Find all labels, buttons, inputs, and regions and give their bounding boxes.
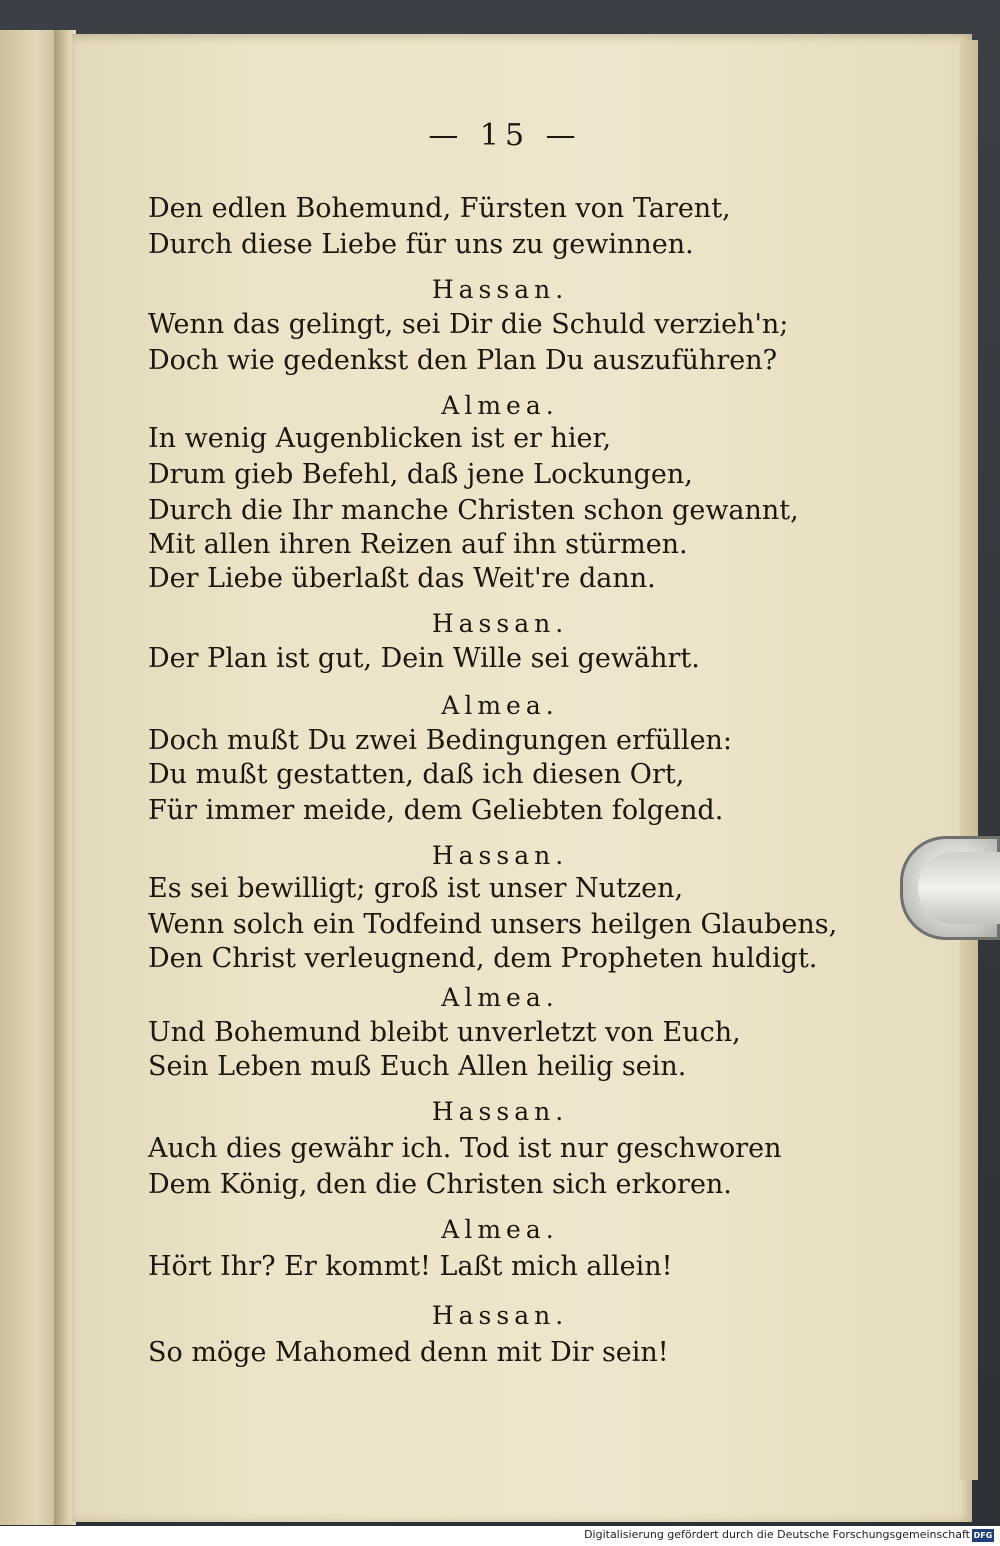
verse-line: Drum gieb Befehl, daß jene Lockungen,	[148, 459, 693, 490]
speaker-name: Almea.	[441, 391, 559, 420]
verse-line: Für immer meide, dem Geliebten folgend.	[148, 795, 724, 826]
verse-line: Den Christ verleugnend, dem Propheten huldigt.	[148, 943, 818, 974]
speaker-name: Almea.	[441, 1215, 559, 1244]
speaker-name: Almea.	[441, 983, 559, 1012]
footer-credit: Digitalisierung gefördert durch die Deutsche Forschungsgemeinschaft	[584, 1528, 970, 1541]
verse-line: Auch dies gewähr ich. Tod ist nur geschworen	[148, 1133, 782, 1164]
verse-line: Der Plan ist gut, Dein Wille sei gewährt.	[148, 643, 700, 674]
verse-line: Doch mußt Du zwei Bedingungen erfüllen:	[148, 725, 733, 756]
speaker-name: Hassan.	[431, 1097, 569, 1126]
verse-line: Hört Ihr? Er kommt! Laßt mich allein!	[148, 1251, 673, 1282]
verse-line: In wenig Augenblicken ist er hier,	[148, 423, 612, 454]
page-number: — 15 —	[428, 118, 582, 153]
verse-line: Und Bohemund bleibt unverletzt von Euch,	[148, 1017, 741, 1048]
verse-line: Wenn das gelingt, sei Dir die Schuld verzieh'n;	[148, 309, 789, 340]
verse-line: Sein Leben muß Euch Allen heilig sein.	[148, 1051, 687, 1082]
verse-line: Doch wie gedenkst den Plan Du auszuführen?	[148, 345, 778, 376]
speaker-name: Hassan.	[431, 609, 569, 638]
speaker-name: Almea.	[441, 691, 559, 720]
verse-line: Der Liebe überlaßt das Weit're dann.	[148, 563, 656, 594]
speaker-name: Hassan.	[431, 841, 569, 870]
dfg-logo: DFG	[973, 1531, 993, 1540]
verse-line: Wenn solch ein Todfeind unsers heilgen Glaubens,	[148, 909, 838, 940]
verse-line: So möge Mahomed denn mit Dir sein!	[148, 1337, 669, 1368]
verse-line: Mit allen ihren Reizen auf ihn stürmen.	[148, 529, 688, 560]
verse-line: Es sei bewilligt; groß ist unser Nutzen,	[148, 873, 684, 904]
verse-line: Durch die Ihr manche Christen schon gewannt,	[148, 495, 799, 526]
verse-line: Du mußt gestatten, daß ich diesen Ort,	[148, 759, 685, 790]
speaker-name: Hassan.	[431, 1301, 569, 1330]
speaker-name: Hassan.	[431, 275, 569, 304]
verse-line: Den edlen Bohemund, Fürsten von Tarent,	[148, 193, 731, 224]
verse-line: Durch diese Liebe für uns zu gewinnen.	[148, 229, 694, 260]
verse-line: Dem König, den die Christen sich erkoren.	[148, 1169, 732, 1200]
